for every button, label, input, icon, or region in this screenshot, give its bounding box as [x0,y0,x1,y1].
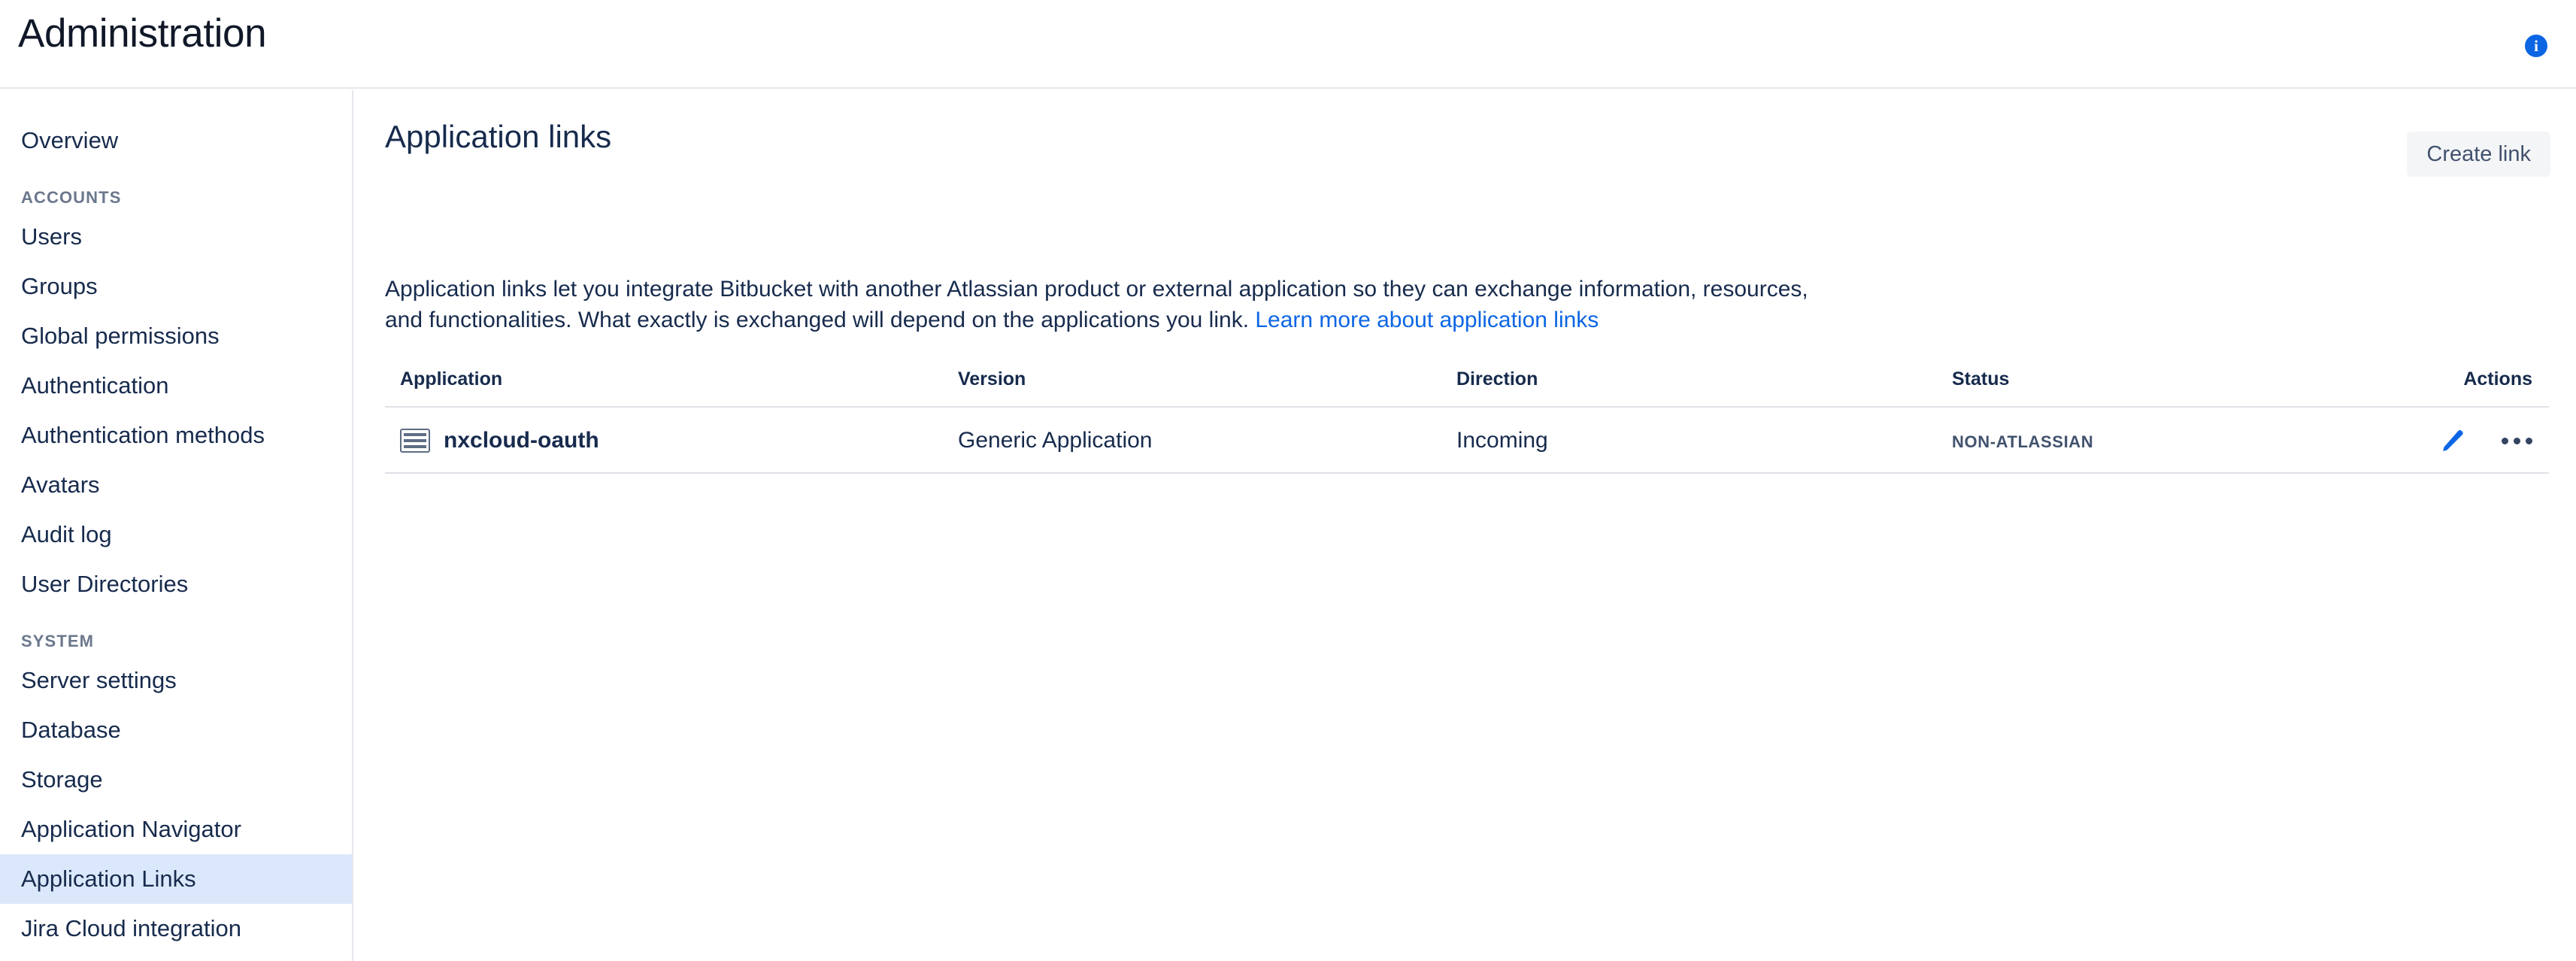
cell-application [400,408,599,474]
column-header-actions: Actions [2463,368,2532,390]
column-header-version: Version [958,368,1026,390]
table-row [385,408,2549,474]
create-link-button[interactable]: Create link [2407,132,2550,177]
application-name: nxcloud-oauth [444,428,599,453]
sidebar [0,90,353,961]
description-text [385,274,1814,335]
sidebar-item-application-navigator[interactable]: Application Navigator [21,816,241,842]
sidebar-item-avatars[interactable]: Avatars [21,471,100,498]
top-header [0,0,2576,89]
sidebar-item-audit-log[interactable]: Audit log [21,521,112,547]
sidebar-item-database[interactable]: Database [21,717,121,743]
sidebar-item-user-directories[interactable]: User Directories [21,571,189,597]
sidebar-item-server-settings[interactable]: Server settings [21,667,177,693]
cell-actions [2438,408,2532,474]
column-header-direction: Direction [1456,368,1538,390]
application-links-table [385,364,2549,474]
sidebar-item-groups[interactable]: Groups [21,273,98,299]
cell-version: Generic Application [958,428,1153,453]
cell-direction: Incoming [1456,428,1548,453]
sidebar-item-global-permissions[interactable]: Global permissions [21,323,220,349]
sidebar-item-jira-cloud-integration[interactable]: Jira Cloud integration [21,915,241,941]
main-content [355,90,2576,961]
generic-application-icon [400,429,430,453]
edit-pencil-icon[interactable] [2438,426,2468,456]
page-heading: Administration [18,11,267,56]
sidebar-item-overview[interactable]: Overview [21,127,119,153]
sidebar-group-system-title: SYSTEM [21,632,95,650]
info-icon[interactable]: i [2525,35,2547,57]
sidebar-item-authentication[interactable]: Authentication [21,372,169,399]
content-title: Application links [385,119,612,154]
more-actions-icon[interactable] [2502,426,2532,456]
description-body: Application links let you integrate Bitbucket with another Atlassian product or external application so they can exchange information, resources, and functionalities. What exactly is exchanged will depend on the applications you link. [385,277,1808,332]
column-header-application: Application [400,368,503,390]
sidebar-group-accounts-title: ACCOUNTS [21,188,122,207]
column-header-status: Status [1952,368,2010,390]
sidebar-item-authentication-methods[interactable]: Authentication methods [21,422,265,448]
cell-status [1952,408,2093,474]
learn-more-link[interactable]: Learn more about application links [1255,308,1599,332]
table-header-row [385,364,2549,408]
sidebar-item-application-links[interactable]: Application Links [0,854,352,904]
status-badge: NON-ATLASSIAN [1952,432,2094,451]
sidebar-item-users[interactable]: Users [21,223,82,250]
sidebar-item-storage[interactable]: Storage [21,766,103,793]
